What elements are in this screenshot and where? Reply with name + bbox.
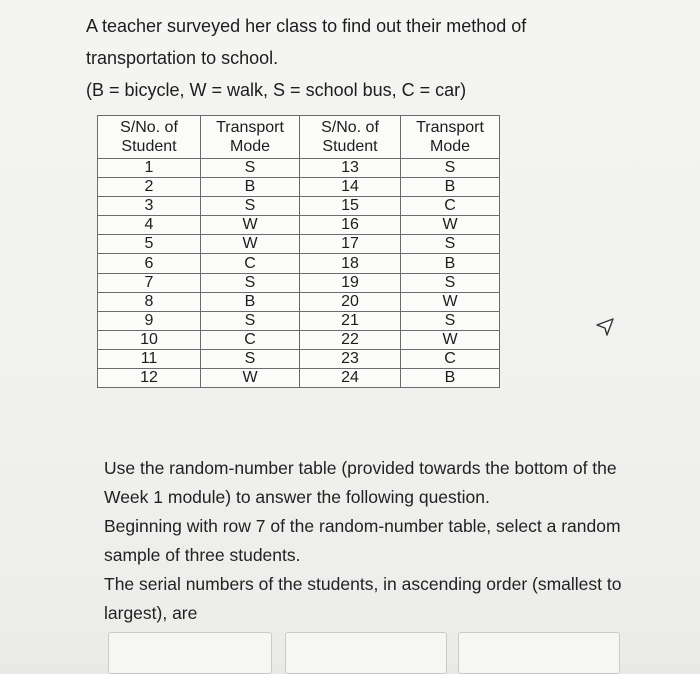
legend-note: (B = bicycle, W = walk, S = school bus, C = car)	[86, 80, 467, 100]
transport-mode-cell: B	[201, 292, 300, 311]
answer-input-1[interactable]	[108, 632, 272, 674]
transport-mode-cell: S	[201, 311, 300, 330]
header-student-number-2: S/No. of Student	[300, 116, 401, 159]
table-row	[98, 197, 500, 216]
student-number-cell: 12	[98, 369, 201, 388]
table-row	[98, 330, 500, 349]
table-row	[98, 311, 500, 330]
question-line-1: Use the random-number table (provided towards the bottom of the	[104, 458, 617, 478]
student-number-cell: 14	[300, 178, 401, 197]
intro-line-1: A teacher surveyed her class to find out their method of	[86, 16, 527, 36]
header-student-number-1: S/No. of Student	[98, 116, 201, 159]
table-row	[98, 235, 500, 254]
transport-mode-cell: S	[201, 159, 300, 178]
intro-line-2: transportation to school.	[86, 48, 279, 68]
table-header-row	[98, 116, 500, 159]
student-number-cell: 8	[98, 292, 201, 311]
transport-mode-cell: W	[201, 369, 300, 388]
transport-mode-cell: W	[201, 235, 300, 254]
question-line-6: largest), are	[104, 603, 198, 623]
transport-mode-cell: C	[401, 197, 500, 216]
table-row	[98, 273, 500, 292]
answer-input-2[interactable]	[285, 632, 447, 674]
transport-mode-cell: W	[401, 216, 500, 235]
header-transport-mode-1: Transport Mode	[201, 116, 300, 159]
transport-mode-cell: C	[201, 254, 300, 273]
table-row	[98, 254, 500, 273]
table-row	[98, 159, 500, 178]
intro-text	[86, 10, 646, 106]
transport-mode-cell: C	[401, 349, 500, 368]
transport-mode-cell: S	[401, 311, 500, 330]
transport-mode-cell: S	[201, 273, 300, 292]
transport-mode-cell: W	[201, 216, 300, 235]
table-body	[98, 159, 500, 388]
table-row	[98, 178, 500, 197]
transport-mode-cell: W	[401, 292, 500, 311]
answer-input-3[interactable]	[458, 632, 620, 674]
student-number-cell: 2	[98, 178, 201, 197]
student-number-cell: 1	[98, 159, 201, 178]
transport-mode-cell: S	[201, 349, 300, 368]
student-number-cell: 21	[300, 311, 401, 330]
student-number-cell: 9	[98, 311, 201, 330]
transport-mode-cell: S	[401, 273, 500, 292]
student-number-cell: 5	[98, 235, 201, 254]
student-number-cell: 3	[98, 197, 201, 216]
table-row	[98, 216, 500, 235]
transport-mode-cell: C	[201, 330, 300, 349]
transport-mode-cell: W	[401, 330, 500, 349]
student-number-cell: 6	[98, 254, 201, 273]
student-number-cell: 15	[300, 197, 401, 216]
student-number-cell: 16	[300, 216, 401, 235]
mouse-pointer-icon	[594, 316, 616, 338]
student-number-cell: 22	[300, 330, 401, 349]
table-row	[98, 369, 500, 388]
question-text	[104, 454, 674, 628]
transport-mode-cell: B	[401, 178, 500, 197]
question-line-2: Week 1 module) to answer the following question.	[104, 487, 490, 507]
table-row	[98, 292, 500, 311]
question-line-4: sample of three students.	[104, 545, 301, 565]
student-number-cell: 4	[98, 216, 201, 235]
student-number-cell: 23	[300, 349, 401, 368]
student-number-cell: 10	[98, 330, 201, 349]
student-number-cell: 24	[300, 369, 401, 388]
student-number-cell: 11	[98, 349, 201, 368]
transport-mode-cell: B	[401, 369, 500, 388]
transport-mode-cell: S	[401, 159, 500, 178]
student-number-cell: 17	[300, 235, 401, 254]
student-number-cell: 20	[300, 292, 401, 311]
transport-mode-cell: S	[201, 197, 300, 216]
student-number-cell: 13	[300, 159, 401, 178]
table-row	[98, 349, 500, 368]
header-transport-mode-2: Transport Mode	[401, 116, 500, 159]
transport-survey-table	[97, 115, 500, 388]
question-line-5: The serial numbers of the students, in ascending order (smallest to	[104, 574, 622, 594]
transport-mode-cell: B	[401, 254, 500, 273]
student-number-cell: 19	[300, 273, 401, 292]
transport-mode-cell: B	[201, 178, 300, 197]
question-line-3: Beginning with row 7 of the random-number table, select a random	[104, 516, 621, 536]
student-number-cell: 7	[98, 273, 201, 292]
student-number-cell: 18	[300, 254, 401, 273]
transport-mode-cell: S	[401, 235, 500, 254]
